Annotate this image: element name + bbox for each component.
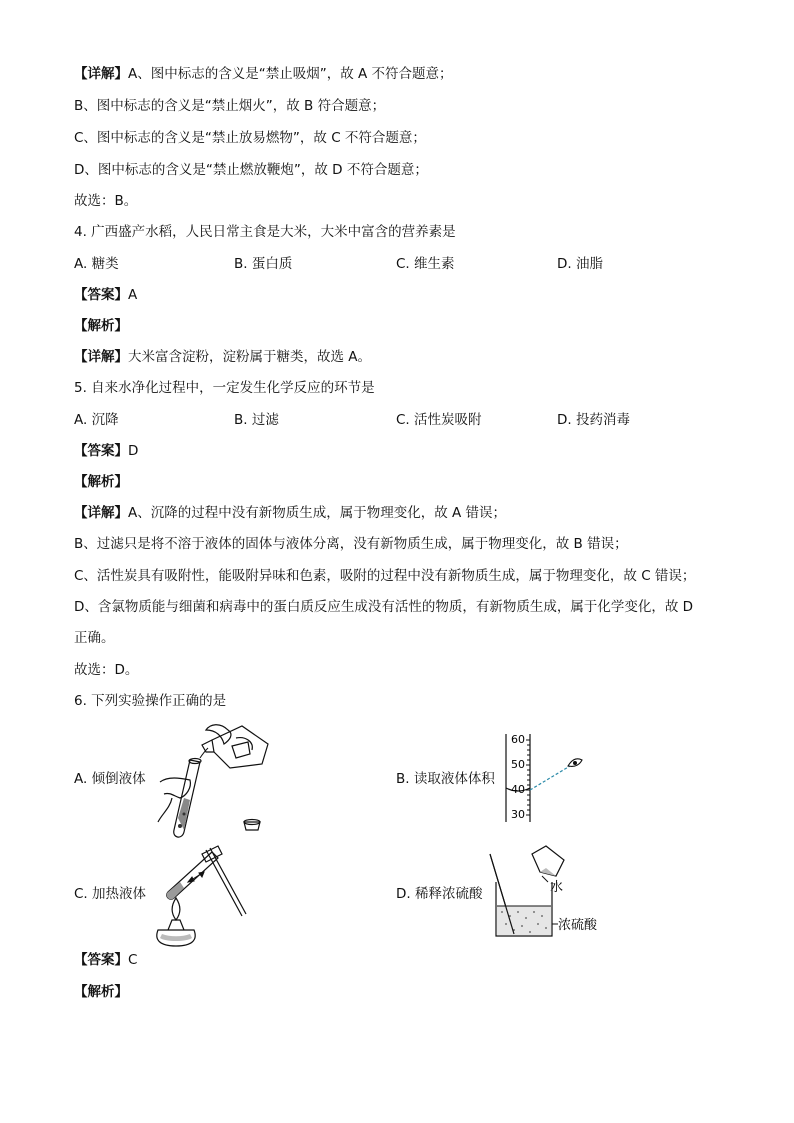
detail-tag: 【详解】 [74, 66, 128, 82]
q5-explain-line-c: C、活性炭具有吸附性，能吸附异味和色素，吸附的过程中没有新物质生成，属于物理变化，故 C 错误； [74, 568, 696, 584]
q6-analysis-tag: 【解析】 [74, 984, 128, 1000]
q3-explain-line-b: B、图中标志的含义是“禁止烟火”，故 B 符合题意； [74, 98, 386, 114]
q4-option-b: B. 蛋白质 [234, 256, 293, 272]
cylinder-tick-40: 40 [511, 783, 525, 796]
q4-explain: 【详解】大米富含淀粉，淀粉属于糖类，故选 A。 [74, 349, 372, 365]
q5-option-a: A. 沉降 [74, 412, 119, 428]
q5-conclusion: 故选：D。 [74, 662, 139, 678]
q5-option-c: C. 活性炭吸附 [396, 412, 482, 428]
q4-stem: 4. 广西盛产水稻，人民日常主食是大米，大米中富含的营养素是 [74, 224, 456, 240]
water-label: 水 [550, 880, 564, 895]
dilute-acid-figure [484, 842, 608, 942]
q6-option-b: B. 读取液体体积 [396, 771, 495, 787]
q3-explain-line-c: C、图中标志的含义是“禁止放易燃物”，故 C 不符合题意； [74, 130, 426, 146]
q5-option-b: B. 过滤 [234, 412, 279, 428]
acid-label: 浓硫酸 [558, 918, 598, 933]
q3-conclusion: 故选：B。 [74, 193, 138, 209]
heating-liquid-figure [146, 842, 256, 952]
q5-stem: 5. 自来水净化过程中，一定发生化学反应的环节是 [74, 380, 375, 396]
q4-option-d: D. 油脂 [557, 256, 603, 272]
q5-answer: 【答案】D [74, 443, 139, 459]
q6-stem: 6. 下列实验操作正确的是 [74, 693, 227, 709]
cylinder-tick-60: 60 [511, 733, 525, 746]
eye-icon [568, 759, 582, 767]
q5-option-d: D. 投药消毒 [557, 412, 630, 428]
q5-explain-line-b: B、过滤只是将不溶于液体的固体与液体分离，没有新物质生成，属于物理变化，故 B 错误； [74, 536, 628, 552]
cylinder-tick-30: 30 [511, 808, 525, 821]
q5-explain-line-a: 【详解】A、沉降的过程中没有新物质生成，属于物理变化，故 A 错误； [74, 505, 507, 521]
q6-option-c: C. 加热液体 [74, 886, 147, 902]
q5-explain-line-d-cont: 正确。 [74, 630, 115, 646]
cylinder-tick-50: 50 [511, 758, 525, 771]
q4-answer: 【答案】A [74, 287, 138, 303]
reading-volume-figure [500, 728, 590, 828]
q6-option-d: D. 稀释浓硫酸 [396, 886, 483, 902]
q4-analysis-tag: 【解析】 [74, 318, 128, 334]
pouring-liquid-figure [150, 718, 280, 843]
q5-analysis-tag: 【解析】 [74, 474, 128, 490]
q4-option-a: A. 糖类 [74, 256, 119, 272]
q6-option-a: A. 倾倒液体 [74, 771, 146, 787]
q5-explain-line-d: D、含氯物质能与细菌和病毒中的蛋白质反应生成没有活性的物质，有新物质生成，属于化学变化，故 D [74, 599, 694, 615]
q3-explain-line-d: D、图中标志的含义是“禁止燃放鞭炮”，故 D 不符合题意； [74, 162, 428, 178]
q4-option-c: C. 维生素 [396, 256, 455, 272]
q3-explain-line-a: 【详解】A、图中标志的含义是“禁止吸烟”，故 A 不符合题意； [74, 66, 453, 82]
q6-answer: 【答案】C [74, 952, 138, 968]
